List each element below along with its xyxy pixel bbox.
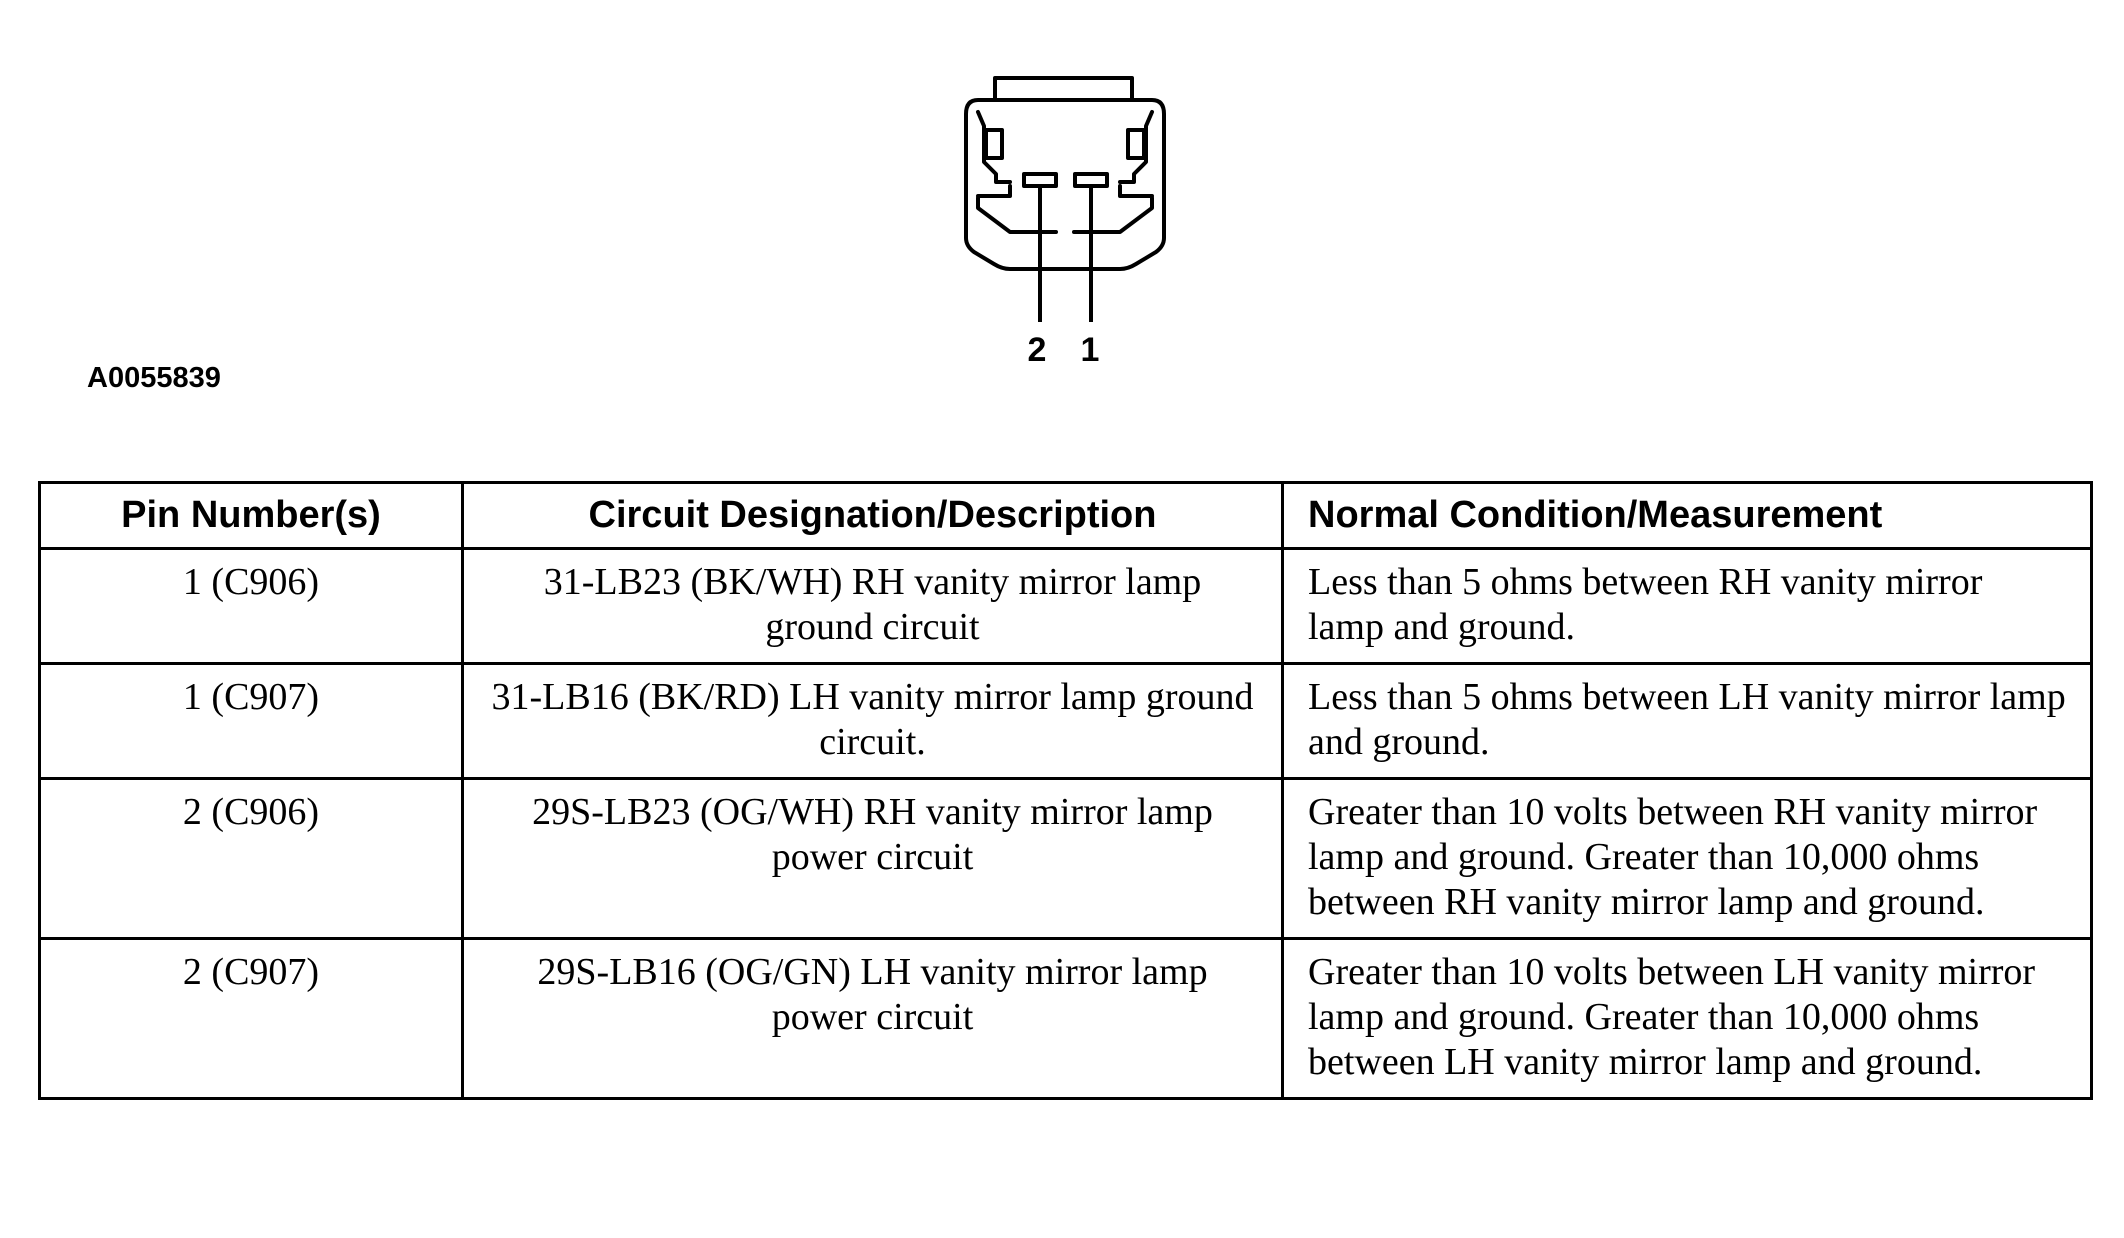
table-row <box>40 664 2092 779</box>
header-pin-numbers: Pin Number(s) <box>40 483 463 549</box>
left-key <box>986 130 1002 158</box>
pin-1-label: 1 <box>1080 331 1100 369</box>
table-row <box>40 779 2092 939</box>
figure-id: A0055839 <box>87 362 221 394</box>
cell-circuit: 29S-LB23 (OG/WH) RH vanity mirror lamp power circuit <box>463 779 1283 939</box>
cell-circuit: 29S-LB16 (OG/GN) LH vanity mirror lamp power circuit <box>463 939 1283 1099</box>
cell-measurement: Greater than 10 volts between LH vanity mirror lamp and ground. Greater than 10,000 ohms between LH vanity mirror lamp and ground. <box>1283 939 2092 1099</box>
table-header-row <box>40 483 2092 549</box>
cell-pin: 2 (C907) <box>40 939 463 1099</box>
cell-circuit: 31-LB23 (BK/WH) RH vanity mirror lamp ground circuit <box>463 549 1283 664</box>
cell-measurement: Less than 5 ohms between LH vanity mirror lamp and ground. <box>1283 664 2092 779</box>
cell-measurement: Less than 5 ohms between RH vanity mirror lamp and ground. <box>1283 549 2092 664</box>
pin-2-label: 2 <box>1027 331 1047 369</box>
table-row <box>40 939 2092 1099</box>
right-key <box>1128 130 1144 158</box>
pinout-table <box>38 481 2093 1100</box>
cell-circuit: 31-LB16 (BK/RD) LH vanity mirror lamp ground circuit. <box>463 664 1283 779</box>
terminal-1 <box>1075 174 1107 186</box>
cell-pin: 1 (C907) <box>40 664 463 779</box>
header-normal-condition: Normal Condition/Measurement <box>1283 483 2092 549</box>
cell-pin: 1 (C906) <box>40 549 463 664</box>
table-row <box>40 549 2092 664</box>
connector-housing <box>966 100 1164 269</box>
header-circuit-description: Circuit Designation/Description <box>463 483 1283 549</box>
connector-face-diagram <box>950 70 1180 330</box>
cell-pin: 2 (C906) <box>40 779 463 939</box>
connector-latch <box>995 78 1132 100</box>
terminal-2 <box>1024 174 1056 186</box>
cell-measurement: Greater than 10 volts between RH vanity mirror lamp and ground. Greater than 10,000 ohms between RH vanity mirror lamp and ground. <box>1283 779 2092 939</box>
